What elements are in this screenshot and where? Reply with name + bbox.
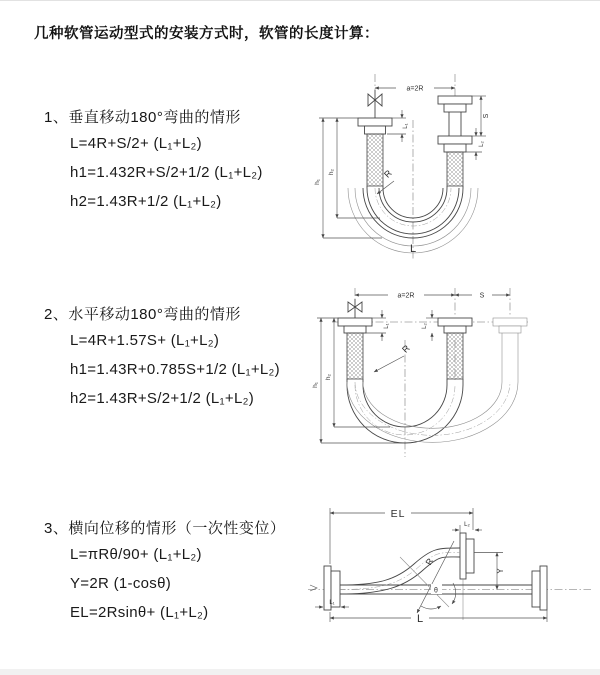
radius-label: R: [423, 556, 436, 567]
dimension-l2: [452, 522, 482, 533]
dim-label-el: EL: [390, 508, 406, 520]
diagram-horizontal-180-bend: [310, 285, 600, 460]
dimension-l2: [422, 310, 438, 341]
valve-icon: [348, 299, 362, 318]
angle-label: θ: [434, 587, 438, 595]
dimension-l: [330, 610, 547, 625]
middle-flange: [438, 318, 472, 379]
dim-label-h1: h₁: [312, 382, 319, 388]
dimension-a2r: [375, 86, 455, 93]
section-lateral-displacement: [44, 517, 324, 624]
section-1-heading: 1、垂直移动180°弯曲的情形: [44, 109, 241, 126]
formula-line: h2=1.43R+S/2+1/2 (L₁+L₂): [70, 390, 255, 407]
valve-icon: [368, 90, 382, 118]
left-flange: [338, 318, 372, 379]
section-2-heading: 2、水平移动180°弯曲的情形: [44, 306, 241, 323]
dim-label-s: S: [479, 292, 485, 300]
radius-label: R: [400, 343, 412, 355]
length-label: L: [409, 243, 417, 255]
right-flange: [532, 566, 547, 610]
section-vertical-180: [44, 106, 324, 213]
dim-label-a2r: a=2R: [406, 85, 424, 93]
dim-label-l1: L₁: [384, 323, 390, 329]
page-bottom-edge: [0, 669, 600, 675]
dim-label-l1: L₁: [329, 600, 335, 606]
formula-line: L=4R+S/2+ (L₁+L₂): [70, 135, 202, 152]
dimension-s: [472, 96, 490, 136]
diagram-vertical-180-bend: [310, 70, 600, 265]
dim-label-a2r: a=2R: [397, 292, 415, 300]
dim-label-l: L: [416, 613, 424, 625]
dimension-el: [330, 508, 473, 564]
formula-line: L=πRθ/90+ (L₁+L₂): [70, 546, 202, 563]
dimension-s: [455, 293, 510, 300]
formula-line: h1=1.432R+S/2+1/2 (L₁+L₂): [70, 164, 263, 181]
dimension-l1: [315, 600, 349, 607]
page-top-edge: [0, 0, 600, 1]
centerline-mark: [310, 585, 317, 591]
section-3-heading: 3、横向位移的情形（一次性变位）: [44, 520, 286, 537]
formula-line: h1=1.43R+0.785S+1/2 (L₁+L₂): [70, 361, 280, 378]
radius-callout: [374, 343, 412, 372]
dim-label-h1: h₁: [314, 179, 321, 185]
formula-line: h2=1.43R+1/2 (L₁+L₂): [70, 193, 222, 210]
radius-label: R: [382, 168, 394, 180]
page-title: 几种软管运动型式的安装方式时，软管的长度计算：: [34, 26, 379, 42]
formula-line: L=4R+1.57S+ (L₁+L₂): [70, 332, 220, 349]
dim-label-l2: L₂: [479, 141, 485, 147]
dim-label-h2: h₂: [328, 168, 335, 176]
dim-label-l2: L₂: [464, 522, 470, 528]
upper-flange: [460, 533, 474, 620]
dim-label-y: Y: [496, 568, 505, 574]
dim-label-h2: h₂: [325, 373, 332, 381]
radius-angle-construction: [400, 541, 456, 613]
dimension-y: [474, 553, 505, 590]
formula-line: EL=2Rsinθ+ (L₁+L₂): [70, 604, 209, 621]
diagram-lateral-displacement: [303, 500, 600, 655]
right-flange-stack: [438, 96, 472, 186]
left-flange: [310, 566, 340, 610]
dimension-a2r: [355, 293, 455, 300]
dim-label-s: S: [483, 113, 490, 119]
formula-line: Y=2R (1-cosθ): [70, 575, 172, 592]
dim-label-l1: L₁: [403, 123, 409, 129]
section-horizontal-180: [44, 303, 324, 410]
dim-label-l2: L₂: [422, 323, 428, 329]
moved-flange-phantom: [493, 318, 527, 382]
